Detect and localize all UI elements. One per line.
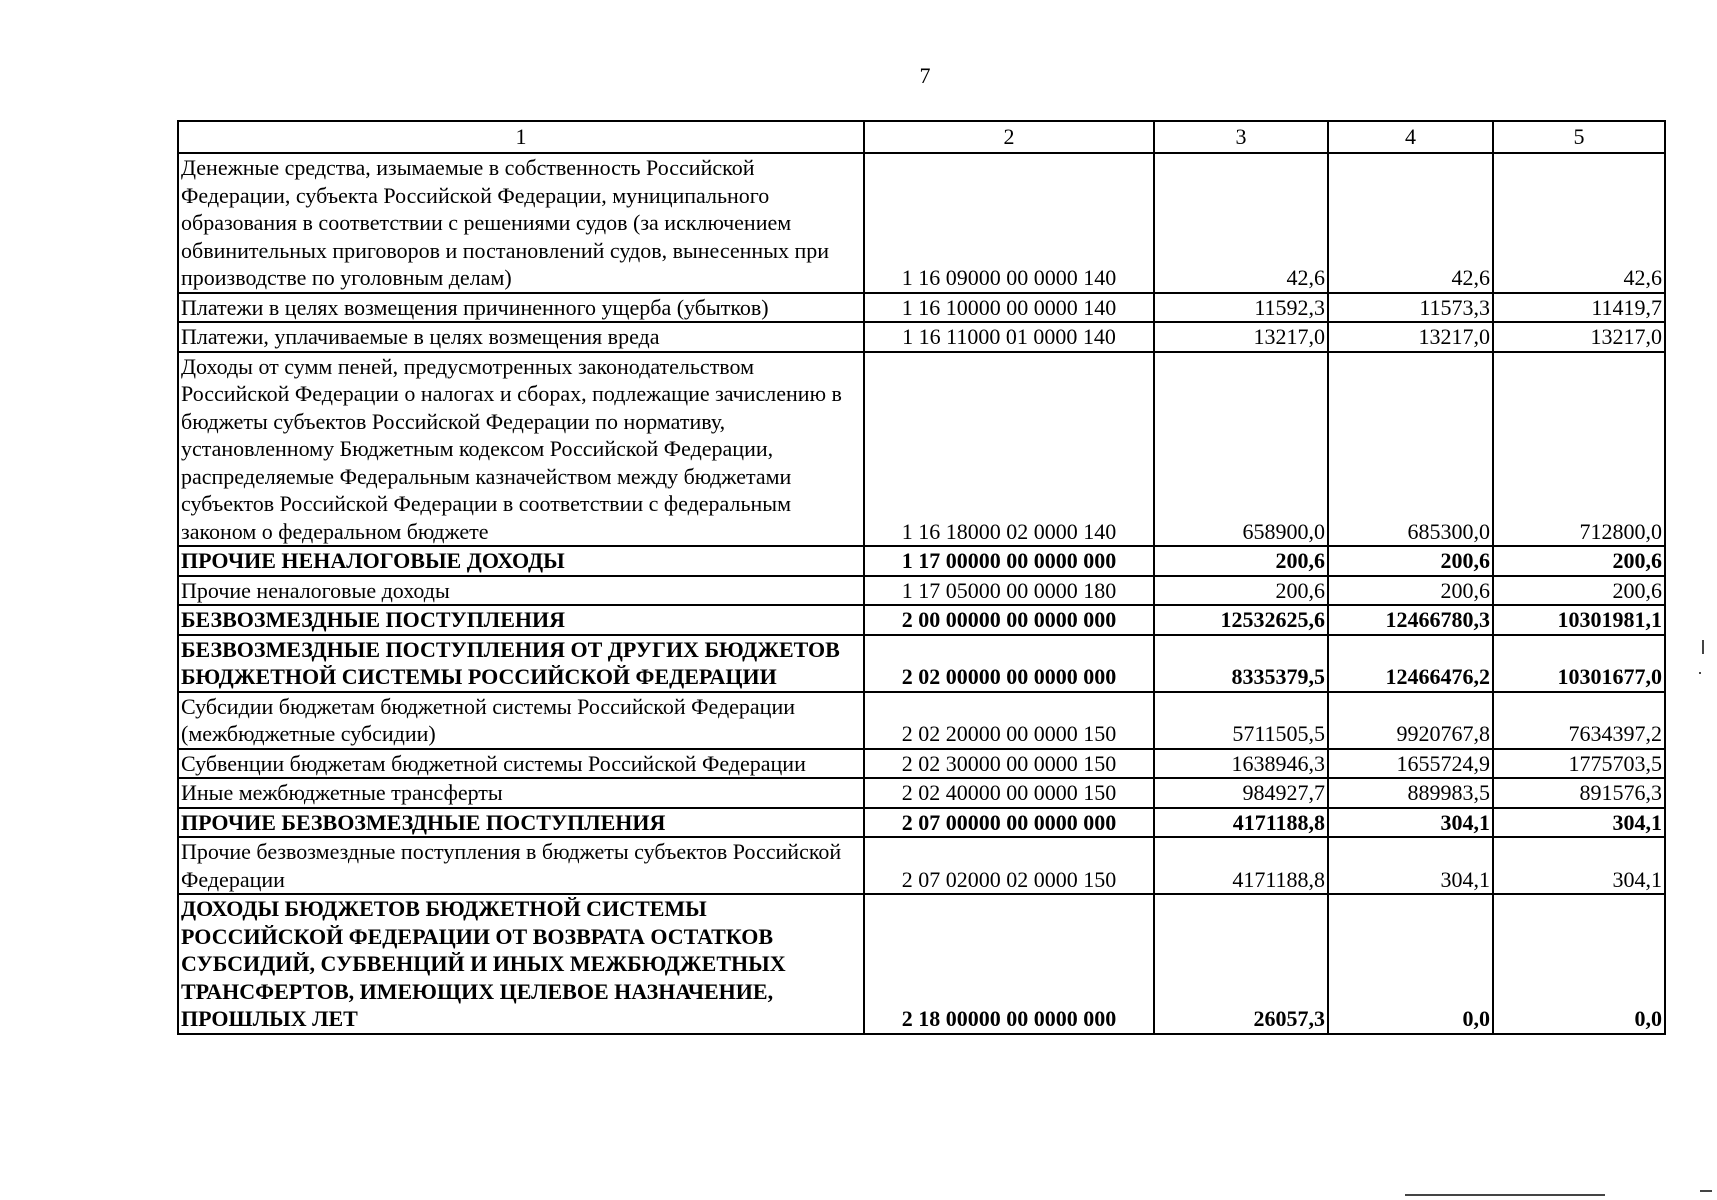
- row-code-cell: 1 16 11000 01 0000 140: [864, 322, 1154, 352]
- column-header-3: 3: [1154, 121, 1328, 153]
- scan-mark: [1699, 672, 1701, 674]
- row-name-cell: Прочие неналоговые доходы: [178, 576, 864, 606]
- row-value-col3: 4171188,8: [1154, 837, 1328, 894]
- table-row: [178, 894, 1665, 1034]
- row-code-cell: 2 02 30000 00 0000 150: [864, 749, 1154, 779]
- row-value-col4: 685300,0: [1328, 352, 1493, 547]
- table-row: [178, 153, 1665, 293]
- row-name-cell: Доходы от сумм пеней, предусмотренных законодательством Российской Федерации о налогах и сборах, подлежащие зачислению в бюджеты субъектов Российской Федерации по нормативу, установленному Бюджетным кодексом Российской Федерации, распределяемые Федеральным казначейством между бюджетами субъектов Российской Федерации в соответствии с федеральным законом о федеральном бюджете: [178, 352, 864, 547]
- row-name-cell: Субсидии бюджетам бюджетной системы Российской Федерации (межбюджетные субсидии): [178, 692, 864, 749]
- table-row: [178, 576, 1665, 606]
- row-value-col5: 0,0: [1493, 894, 1665, 1034]
- row-name-cell: Платежи в целях возмещения причиненного ущерба (убытков): [178, 293, 864, 323]
- row-value-col5: 10301677,0: [1493, 635, 1665, 692]
- row-code-cell: 1 16 18000 02 0000 140: [864, 352, 1154, 547]
- table-row: [178, 352, 1665, 547]
- row-value-col5: 1775703,5: [1493, 749, 1665, 779]
- scan-mark: [1702, 640, 1704, 654]
- row-value-col3: 984927,7: [1154, 778, 1328, 808]
- row-value-col4: 12466780,3: [1328, 605, 1493, 635]
- table-row: [178, 749, 1665, 779]
- row-value-col4: 42,6: [1328, 153, 1493, 293]
- row-value-col4: 1655724,9: [1328, 749, 1493, 779]
- table-row: [178, 322, 1665, 352]
- row-value-col3: 26057,3: [1154, 894, 1328, 1034]
- row-value-col4: 11573,3: [1328, 293, 1493, 323]
- row-value-col5: 42,6: [1493, 153, 1665, 293]
- table-row: [178, 635, 1665, 692]
- row-value-col3: 658900,0: [1154, 352, 1328, 547]
- row-value-col4: 304,1: [1328, 808, 1493, 838]
- row-value-col3: 4171188,8: [1154, 808, 1328, 838]
- row-value-col5: 712800,0: [1493, 352, 1665, 547]
- row-name-cell: ДОХОДЫ БЮДЖЕТОВ БЮДЖЕТНОЙ СИСТЕМЫ РОССИЙСКОЙ ФЕДЕРАЦИИ ОТ ВОЗВРАТА ОСТАТКОВ СУБСИДИЙ, СУБВЕНЦИЙ И ИНЫХ МЕЖБЮДЖЕТНЫХ ТРАНСФЕРТОВ, ИМЕЮЩИХ ЦЕЛЕВОЕ НАЗНАЧЕНИЕ, ПРОШЛЫХ ЛЕТ: [178, 894, 864, 1034]
- row-name-cell: ПРОЧИЕ НЕНАЛОГОВЫЕ ДОХОДЫ: [178, 546, 864, 576]
- row-name-cell: БЕЗВОЗМЕЗДНЫЕ ПОСТУПЛЕНИЯ ОТ ДРУГИХ БЮДЖЕТОВ БЮДЖЕТНОЙ СИСТЕМЫ РОССИЙСКОЙ ФЕДЕРАЦИИ: [178, 635, 864, 692]
- row-value-col4: 12466476,2: [1328, 635, 1493, 692]
- row-value-col4: 200,6: [1328, 546, 1493, 576]
- row-value-col5: 11419,7: [1493, 293, 1665, 323]
- column-header-4: 4: [1328, 121, 1493, 153]
- row-name-cell: БЕЗВОЗМЕЗДНЫЕ ПОСТУПЛЕНИЯ: [178, 605, 864, 635]
- row-code-cell: 2 02 20000 00 0000 150: [864, 692, 1154, 749]
- table-row: [178, 778, 1665, 808]
- row-code-cell: 1 16 09000 00 0000 140: [864, 153, 1154, 293]
- row-value-col3: 1638946,3: [1154, 749, 1328, 779]
- row-name-cell: ПРОЧИЕ БЕЗВОЗМЕЗДНЫЕ ПОСТУПЛЕНИЯ: [178, 808, 864, 838]
- row-value-col4: 0,0: [1328, 894, 1493, 1034]
- column-number-row: [178, 121, 1665, 153]
- row-value-col3: 42,6: [1154, 153, 1328, 293]
- scan-mark: [1700, 1190, 1712, 1192]
- row-value-col4: 304,1: [1328, 837, 1493, 894]
- row-value-col4: 13217,0: [1328, 322, 1493, 352]
- row-value-col5: 200,6: [1493, 546, 1665, 576]
- table-row: [178, 808, 1665, 838]
- row-value-col5: 304,1: [1493, 808, 1665, 838]
- table-row: [178, 546, 1665, 576]
- row-value-col3: 200,6: [1154, 546, 1328, 576]
- row-code-cell: 2 07 00000 00 0000 000: [864, 808, 1154, 838]
- row-value-col3: 200,6: [1154, 576, 1328, 606]
- row-code-cell: 1 17 05000 00 0000 180: [864, 576, 1154, 606]
- row-value-col3: 13217,0: [1154, 322, 1328, 352]
- column-header-5: 5: [1493, 121, 1665, 153]
- column-header-1: 1: [178, 121, 864, 153]
- table-row: [178, 605, 1665, 635]
- row-name-cell: Денежные средства, изымаемые в собственность Российской Федерации, субъекта Российской Федерации, муниципального образования в соответствии с решениями судов (за исключением обвинительных приговоров и постановлений судов, вынесенных при производстве по уголовным делам): [178, 153, 864, 293]
- row-value-col4: 200,6: [1328, 576, 1493, 606]
- row-code-cell: 1 16 10000 00 0000 140: [864, 293, 1154, 323]
- table-row: [178, 692, 1665, 749]
- row-value-col5: 891576,3: [1493, 778, 1665, 808]
- row-value-col5: 13217,0: [1493, 322, 1665, 352]
- row-name-cell: Иные межбюджетные трансферты: [178, 778, 864, 808]
- row-code-cell: 2 18 00000 00 0000 000: [864, 894, 1154, 1034]
- row-value-col5: 7634397,2: [1493, 692, 1665, 749]
- row-value-col4: 889983,5: [1328, 778, 1493, 808]
- row-name-cell: Субвенции бюджетам бюджетной системы Российской Федерации: [178, 749, 864, 779]
- row-value-col3: 8335379,5: [1154, 635, 1328, 692]
- table-row: [178, 293, 1665, 323]
- row-value-col5: 10301981,1: [1493, 605, 1665, 635]
- row-code-cell: 2 02 00000 00 0000 000: [864, 635, 1154, 692]
- column-header-2: 2: [864, 121, 1154, 153]
- revenue-table: [177, 120, 1666, 1035]
- row-value-col3: 11592,3: [1154, 293, 1328, 323]
- table-row: [178, 837, 1665, 894]
- row-name-cell: Прочие безвозмездные поступления в бюджеты субъектов Российской Федерации: [178, 837, 864, 894]
- page-number: 7: [919, 63, 931, 88]
- scan-mark: [1405, 1194, 1605, 1196]
- row-value-col5: 304,1: [1493, 837, 1665, 894]
- row-value-col3: 12532625,6: [1154, 605, 1328, 635]
- row-value-col5: 200,6: [1493, 576, 1665, 606]
- row-value-col3: 5711505,5: [1154, 692, 1328, 749]
- row-code-cell: 2 07 02000 02 0000 150: [864, 837, 1154, 894]
- row-code-cell: 2 00 00000 00 0000 000: [864, 605, 1154, 635]
- row-name-cell: Платежи, уплачиваемые в целях возмещения вреда: [178, 322, 864, 352]
- row-code-cell: 2 02 40000 00 0000 150: [864, 778, 1154, 808]
- row-value-col4: 9920767,8: [1328, 692, 1493, 749]
- row-code-cell: 1 17 00000 00 0000 000: [864, 546, 1154, 576]
